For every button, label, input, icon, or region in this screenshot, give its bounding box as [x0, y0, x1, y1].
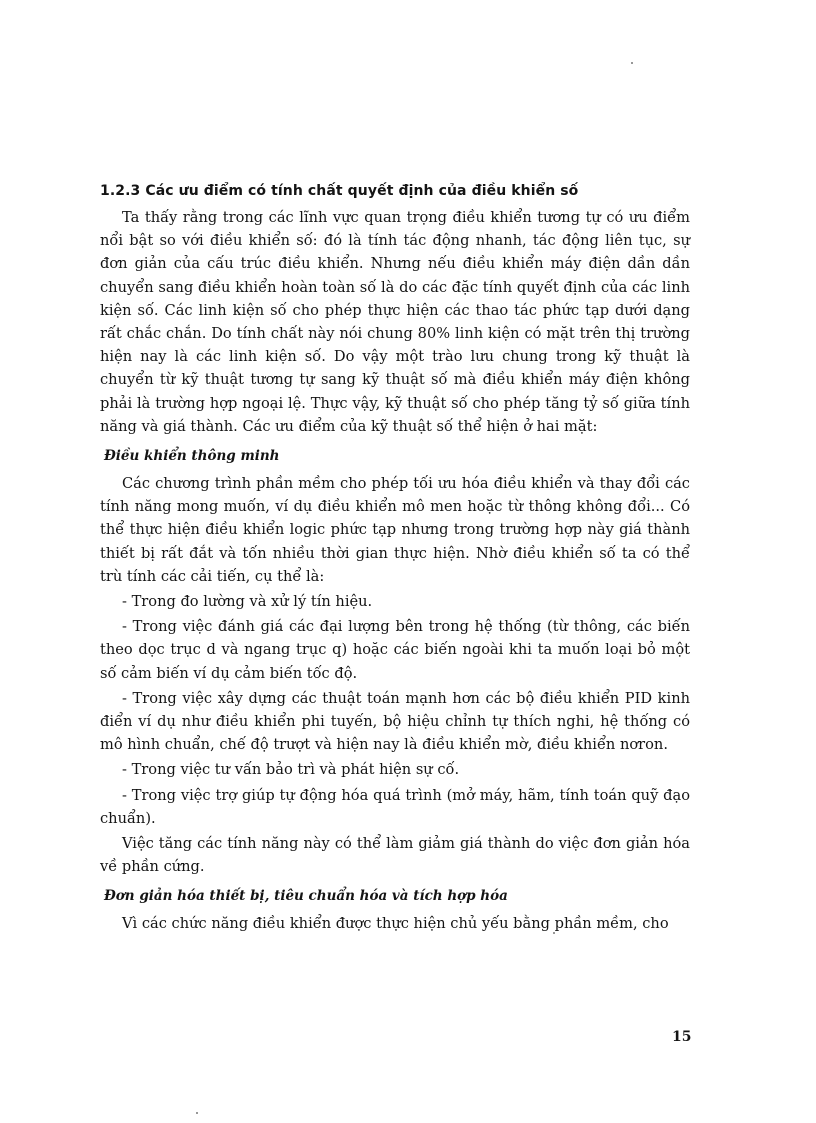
list-item-internal-variables: - Trong việc đánh giá các đại lượng bên trong hệ thống (từ thông, các biến theo dọc trục d và ngang trục q) hoặc các biến ngoài khi ta muốn loại bỏ một số cảm biến ví dụ cảm biến tốc độ.	[100, 618, 690, 682]
list-item-maintenance: - Trong việc tư vấn bảo trì và phát hiện sự cố.	[122, 761, 460, 779]
list-item-algorithms: - Trong việc xây dựng các thuật toán mạnh hơn các bộ điều khiển PID kinh điển ví dụ như điều khiển phi tuyến, bộ hiệu chỉnh tự thích nghi, hệ thống có mô hình chuẩn, chế độ trượt và hiện nay là điều khiển mờ, điều khiển nơron.	[100, 689, 690, 754]
subheading-simplification: Đơn giản hóa thiết bị, tiêu chuẩn hóa và tích hợp hóa	[104, 888, 508, 905]
scan-speck	[196, 1112, 198, 1114]
paragraph-cost: Việc tăng các tính năng này có thể làm giảm giá thành do việc đơn giản hóa về phần cứng.	[100, 835, 690, 876]
paragraph-software-functions: Vì các chức năng điều khiển được thực hiện chủ yếu bằng phần mềm, cho	[122, 915, 669, 933]
scan-speck	[631, 62, 633, 64]
paragraph-intro: Ta thấy rằng trong các lĩnh vực quan trọng điều khiển tương tự có ưu điểm nổi bật so với điều khiển số: đó là tính tác động nhanh, tác động liên tục, sự đơn giản của cấu trúc điều khiển. Nhưng nếu điều khiển máy điện dần dần chuyển sang điều khiển hoàn toàn số là do các đặc tính quyết định của các linh kiện số. Các linh kiện số cho phép thực hiện các thao tác phức tạp dưới dạng rất chắc chắn. Do tính chất này nói chung 80% linh kiện có mặt trên thị trường hiện nay là các linh kiện số. Do vậy một trào lưu chung trong kỹ thuật là chuyển từ kỹ thuật tương tự sang kỹ thuật số mà điều khiển máy điện không phải là trường hợp ngoại lệ. Thực vậy, kỹ thuật số cho phép tăng tỷ số giữa tính năng và giá thành. Các ưu điểm của kỹ thuật số thể hiện ở hai mặt:	[100, 209, 690, 435]
section-heading: 1.2.3 Các ưu điểm có tính chất quyết định của điều khiển số	[100, 183, 579, 199]
page-number: 15	[672, 1029, 692, 1045]
paragraph-software: Các chương trình phần mềm cho phép tối ưu hóa điều khiển và thay đổi các tính năng mong muốn, ví dụ điều khiển mô men hoặc từ thông không đổi... Có thể thực hiện điều khiển logic phức tạp nhưng trong trường hợp này giá thành thiết bị rất đắt và tốn nhiều thời gian thực hiện. Nhờ điều khiển số ta có thể trù tính các cải tiến, cụ thể là:	[100, 475, 690, 585]
list-item-automation: - Trong việc trợ giúp tự động hóa quá trình (mở máy, hãm, tính toán quỹ đạo chuẩn).	[100, 786, 690, 827]
page-body	[100, 183, 690, 936]
list-item-measurement: - Trong đo lường và xử lý tín hiệu.	[122, 593, 373, 611]
scan-speck	[553, 932, 555, 934]
subheading-smart-control: Điều khiển thông minh	[104, 448, 280, 465]
